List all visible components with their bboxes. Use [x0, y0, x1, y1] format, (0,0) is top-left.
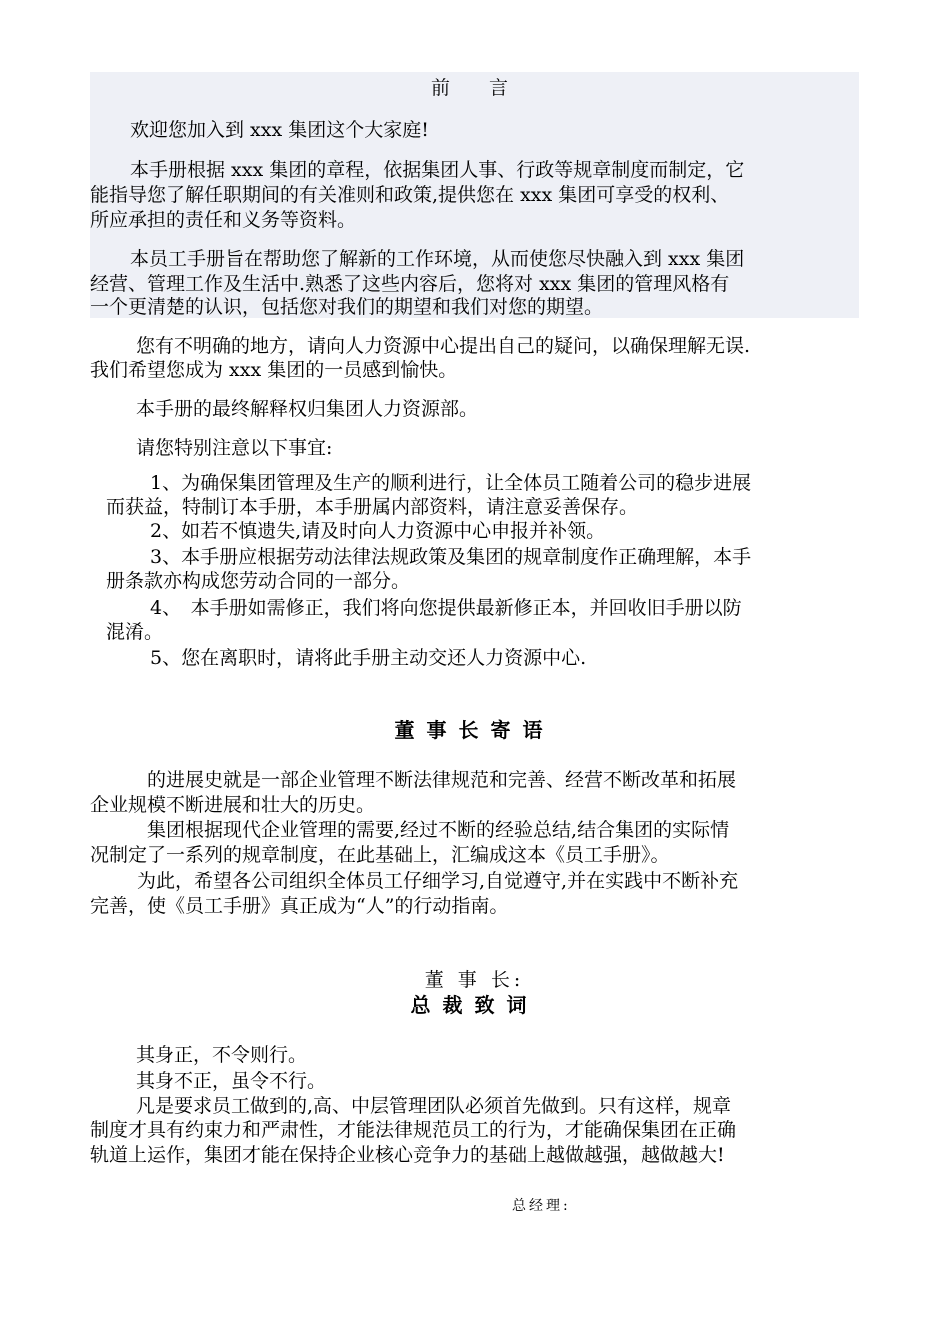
president-title: 总裁致词	[410, 993, 539, 1017]
preface-title: 前 言	[430, 77, 518, 99]
notice-item: 3、本手册应根据劳动法律法规政策及集团的规章制度作正确理解，本手	[150, 546, 752, 568]
preface-line: 本手册的最终解释权归集团人力资源部。	[136, 398, 479, 420]
president-signature: 总经理:	[512, 1198, 571, 1214]
chairman-line: 企业规模不断进展和壮大的历史。	[90, 794, 376, 816]
chairman-signature: 董 事 长:	[424, 969, 525, 991]
preface-line: 请您特别注意以下事宜:	[136, 437, 333, 459]
preface-line: 您有不明确的地方，请向人力资源中心提出自己的疑问，以确保理解无误.	[136, 335, 751, 357]
notice-item: 2、如若不慎遗失,请及时向人力资源中心申报并补领。	[150, 520, 606, 542]
notice-item: 1、为确保集团管理及生产的顺利进行，让全体员工随着公司的稳步进展	[150, 472, 752, 494]
preface-line: 一个更清楚的认识，包括您对我们的期望和我们对您的期望。	[90, 296, 604, 318]
notice-item: 5、您在离职时，请将此手册主动交还人力资源中心.	[150, 647, 587, 669]
chairman-title: 董事长寄语	[394, 718, 555, 742]
preface-line: 本员工手册旨在帮助您了解新的工作环境，从而使您尽快融入到 xxx 集团	[130, 248, 745, 270]
preface-line: 能指导您了解任职期间的有关准则和政策,提供您在 xxx 集团可享受的权利、	[90, 184, 730, 206]
chairman-line: 为此，希望各公司组织全体员工仔细学习,自觉遵守,并在实践中不断补充	[137, 870, 739, 892]
notice-item: 册条款亦构成您劳动合同的一部分。	[106, 570, 411, 592]
preface-line: 欢迎您加入到 xxx 集团这个大家庭!	[130, 119, 429, 141]
preface-line: 经营、管理工作及生活中.熟悉了这些内容后，您将对 xxx 集团的管理风格有	[90, 273, 730, 295]
notice-item: 而获益，特制订本手册，本手册属内部资料，请注意妥善保存。	[106, 496, 639, 518]
chairman-line: 况制定了一系列的规章制度，在此基础上，汇编成这本《员工手册》。	[90, 844, 670, 866]
president-line: 凡是要求员工做到的,高、中层管理团队必须首先做到。只有这样，规章	[136, 1095, 732, 1117]
chairman-line: 的进展史就是一部企业管理不断法律规范和完善、经营不断改革和拓展	[147, 769, 737, 791]
president-line: 其身不正，虽令不行。	[136, 1070, 327, 1092]
president-line: 其身正，不令则行。	[136, 1044, 308, 1066]
preface-line: 本手册根据 xxx 集团的章程，依据集团人事、行政等规章制度而制定，它	[130, 159, 745, 181]
chairman-line: 完善，使《员工手册》真正成为“人”的行动指南。	[90, 895, 509, 917]
notice-item: 4、 本手册如需修正，我们将向您提供最新修正本，并回收旧手册以防	[150, 597, 742, 619]
notice-item: 混淆。	[106, 621, 164, 643]
president-line: 轨道上运作，集团才能在保持企业核心竞争力的基础上越做越强，越做越大!	[90, 1144, 725, 1166]
preface-line: 所应承担的责任和义务等资料。	[90, 209, 357, 231]
chairman-line: 集团根据现代企业管理的需要,经过不断的经验总结,结合集团的实际情	[147, 819, 730, 841]
preface-line: 我们希望您成为 xxx 集团的一员感到愉快。	[90, 359, 458, 381]
president-line: 制度才具有约束力和严肃性，才能法律规范员工的行为，才能确保集团在正确	[90, 1119, 737, 1141]
